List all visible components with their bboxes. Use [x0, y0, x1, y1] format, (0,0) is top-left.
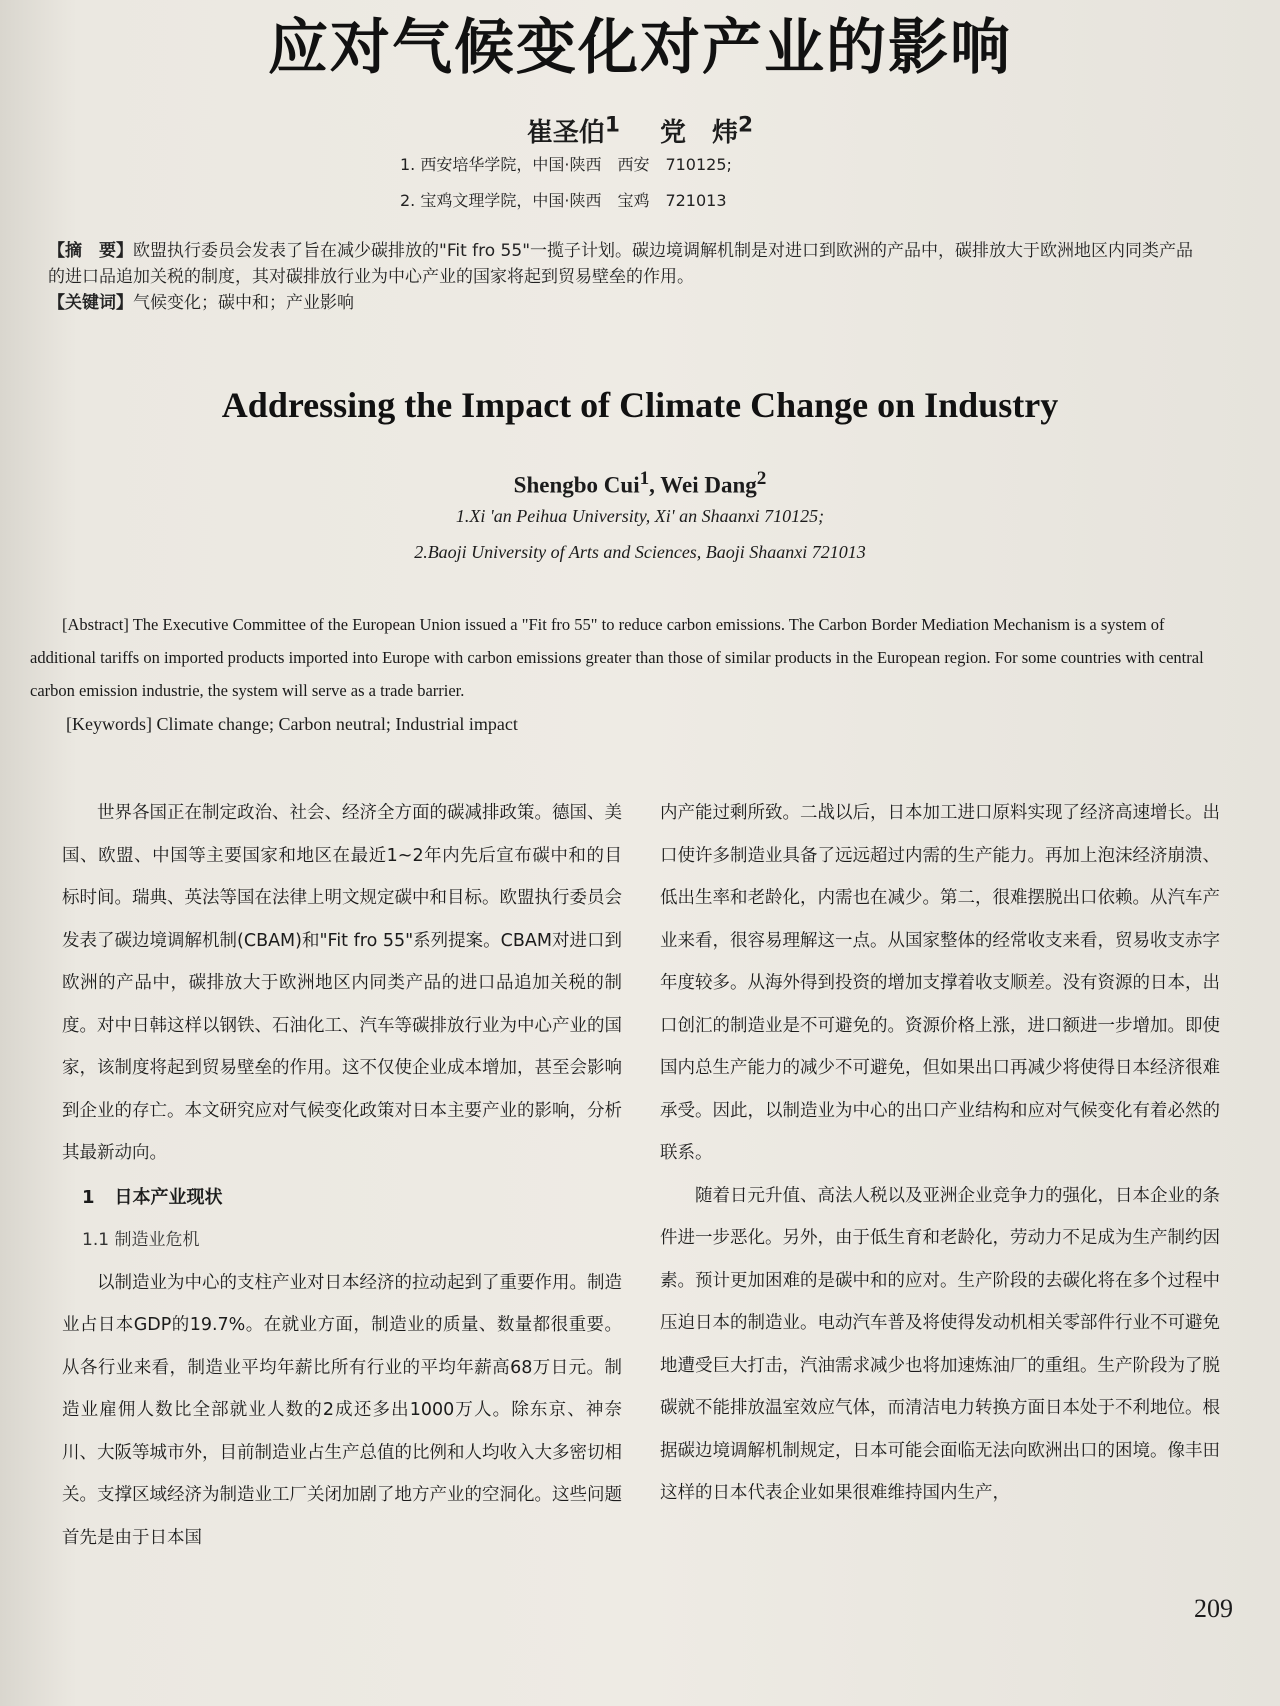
- english-abstract: [30, 608, 1210, 707]
- author-2-sup: 2: [738, 112, 754, 138]
- subsection-heading: 1.1 制造业危机: [82, 1230, 200, 1250]
- intro-paragraph: 世界各国正在制定政治、社会、经济全方面的碳减排政策。德国、美国、欧盟、中国等主要国家和地区在最近1~2年内先后宣布碳中和的目标时间。瑞典、英法等国在法律上明文规定碳中和目标。欧盟执行委员会发表了碳边境调解机制(CBAM)和"Fit fro 55"系列提案。CBAM对进口到欧洲的产品中，碳排放大于欧洲地区内同类产品的进口品追加关税的制度。对中日韩这样以钢铁、石油化工、汽车等碳排放行业为中心产业的国家，该制度将起到贸易壁垒的作用。这不仅使企业成本增加，甚至会影响到企业的存亡。本文研究应对气候变化政策对日本主要产业的影响，分析其最新动向。: [62, 803, 622, 1163]
- chinese-authors: [0, 112, 1280, 149]
- chinese-title: 应对气候变化对产业的影响: [268, 13, 1012, 83]
- english-keywords: [66, 714, 518, 735]
- english-affiliation-1: 1.Xi 'an Peihua University, Xi' an Shaanxi 710125;: [455, 506, 825, 526]
- author-separator: ,: [649, 472, 655, 498]
- en-abstract-label: [Abstract]: [62, 615, 129, 634]
- author-1: 崔圣伯: [526, 118, 605, 148]
- en-keywords-text: Climate change; Carbon neutral; Industrial impact: [156, 714, 518, 734]
- en-author-2: Wei Dang: [660, 472, 757, 498]
- body-right-column: [660, 792, 1220, 1515]
- manufacturing-paragraph: 以制造业为中心的支柱产业对日本经济的拉动起到了重要作用。制造业占日本GDP的19.7%。在就业方面，制造业的质量、数量都很重要。从各行业来看，制造业平均年薪比所有行业的平均年薪高68万日元。制造业雇佣人数比全部就业人数的2成还多出1000万人。除东京、神奈川、大阪等城市外，目前制造业占生产总值的比例和人均收入大多密切相关。支撑区域经济为制造业工厂关闭加剧了地方产业的空洞化。这些问题首先是由于日本国: [62, 1272, 622, 1548]
- author-1-sup: 1: [604, 112, 620, 138]
- en-author-1: Shengbo Cui: [513, 472, 640, 498]
- en-author-1-sup: 1: [639, 468, 650, 489]
- chinese-affiliation-1: 1. 西安培华学院，中国·陕西 西安 710125;: [400, 155, 732, 174]
- en-author-2-sup: 2: [756, 468, 767, 489]
- keywords-text: 气候变化；碳中和；产业影响: [133, 293, 354, 313]
- chinese-affiliation-2: 2. 宝鸡文理学院，中国·陕西 宝鸡 721013: [400, 191, 727, 210]
- english-abstract-block: [30, 608, 1210, 707]
- chinese-keywords: [48, 290, 1198, 316]
- body-left-column: [62, 792, 622, 1559]
- english-authors: [0, 468, 1280, 499]
- english-affiliation-2: 2.Baoji University of Arts and Sciences, Baoji Shaanxi 721013: [414, 542, 866, 562]
- author-2: 党 炜: [660, 118, 739, 148]
- continued-paragraph: 内产能过剩所致。二战以后，日本加工进口原料实现了经济高速增长。出口使许多制造业具备了远远超过内需的生产能力。再加上泡沫经济崩溃、低出生率和老龄化，内需也在减少。第二，很难摆脱出口依赖。从汽车产业来看，很容易理解这一点。从国家整体的经常收支来看，贸易收支赤字年度较多。从海外得到投资的增加支撑着收支顺差。没有资源的日本，出口创汇的制造业是不可避免的。资源价格上涨，进口额进一步增加。即使国内总生产能力的减少不可避免，但如果出口再减少将使得日本经济很难承受。因此，以制造业为中心的出口产业结构和应对气候变化有着必然的联系。: [660, 803, 1220, 1163]
- en-keywords-label: [Keywords]: [66, 714, 152, 734]
- abstract-label: 【摘 要】: [48, 241, 133, 261]
- page-number: 209: [1194, 1594, 1233, 1623]
- chinese-abstract: [48, 238, 1198, 290]
- abstract-text: 欧盟执行委员会发表了旨在减少碳排放的"Fit fro 55"一揽子计划。碳边境调解机制是对进口到欧洲的产品中，碳排放大于欧洲地区内同类产品的进口品追加关税的制度，其对碳排放行业为中心产业的国家将起到贸易壁垒的作用。: [48, 241, 1194, 287]
- chinese-abstract-block: [48, 238, 1198, 316]
- section-title: 日本产业现状: [114, 1186, 223, 1208]
- section-heading-1: [82, 1177, 622, 1220]
- english-title: Addressing the Impact of Climate Change on Industry: [221, 385, 1059, 425]
- en-abstract-text: The Executive Committee of the European Union issued a "Fit fro 55" to reduce carbon emissions. The Carbon Border Mediation Mechanism is a system of additional tariffs on imported products imported into Europe with carbon emissions greater than those of similar products in the European region. For some countries with central carbon emission industrie, the system will serve as a trade barrier.: [30, 615, 1204, 700]
- section-number: 1: [82, 1186, 95, 1208]
- keywords-label: 【关键词】: [48, 293, 133, 313]
- yen-paragraph: 随着日元升值、高法人税以及亚洲企业竞争力的强化，日本企业的条件进一步恶化。另外，由于低生育和老龄化，劳动力不足成为生产制约因素。预计更加困难的是碳中和的应对。生产阶段的去碳化将在多个过程中压迫日本的制造业。电动汽车普及将使得发动机相关零部件行业不可避免地遭受巨大打击，汽油需求减少也将加速炼油厂的重组。生产阶段为了脱碳就不能排放温室效应气体，而清洁电力转换方面日本处于不利地位。根据碳边境调解机制规定，日本可能会面临无法向欧洲出口的困境。像丰田这样的日本代表企业如果很难维持国内生产，: [660, 1185, 1220, 1503]
